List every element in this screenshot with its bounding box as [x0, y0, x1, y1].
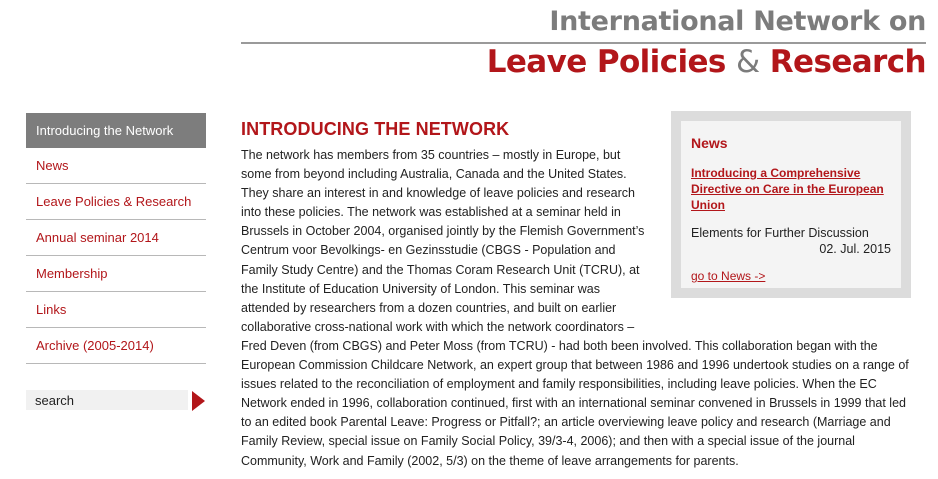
sidebar-item-introducing-the-network[interactable]: Introducing the Network	[26, 113, 206, 148]
news-panel	[681, 121, 901, 288]
sidebar-item-annual-seminar[interactable]: Annual seminar 2014	[26, 220, 206, 256]
search-submit-arrow-icon[interactable]	[192, 391, 205, 411]
sidebar-item-archive[interactable]: Archive (2005-2014)	[26, 328, 206, 364]
sidebar-item-news[interactable]: News	[26, 148, 206, 184]
page-title: INTRODUCING THE NETWORK	[241, 119, 510, 139]
search-input[interactable]	[26, 390, 188, 410]
sidebar-nav	[26, 113, 206, 364]
news-heading: News	[691, 135, 728, 151]
news-item-link[interactable]: Introducing a Comprehensive Directive on Care in the European Union	[691, 166, 884, 212]
search-form	[26, 390, 206, 412]
network-name: International Network on	[549, 6, 926, 37]
site-title-part2: Research	[769, 44, 926, 80]
news-item-subtitle: Elements for Further Discussion	[691, 226, 869, 240]
sidebar-item-links[interactable]: Links	[26, 292, 206, 328]
news-box	[671, 111, 911, 298]
site-title[interactable]	[487, 44, 926, 80]
site-title-part1: Leave Policies	[486, 44, 726, 80]
sidebar-item-leave-policies-research[interactable]: Leave Policies & Research	[26, 184, 206, 220]
news-item-date: 02. Jul. 2015	[819, 242, 891, 256]
intro-text: The network has members from 35 countries – mostly in Europe, but some from beyond including Australia, Canada and the United States. They share an interest in and knowledge of leave policies and research into these policies. The network was established at a seminar held in Brussels in October 2004, organised jointly by the Flemish Government’s Centrum voor Bevolkings- en Gezinsstudie (CBGS - Population and Family Study Centre) and the Thomas Coram Research Unit (TCRU), at the Institute of Education University of London. This seminar was attended by researchers from a dozen countries, and built on earlier collaborative cross-national work with which the network coordinators – Fred Deven (from CBGS) and Peter Moss (from TCRU) - had both been involved. This collaboration began with the European Commission Childcare Network, an expert group that between 1986 and 1996 undertook studies on a range of issues related to the reconciliation of employment and family responsibilities, including leave policies. When the EC Network ended in 1996, collaboration continued, first with an international seminar convened in Brussels in 1999 that led to an edited book Parental Leave: Progress or Pitfall?; an article overviewing leave policy and research (Marriage and Family Review, special issue on Family Social Policy, 39/3-4, 2006); and then with a special issue of the journal Community, Work and Family (2002, 5/3) on the theme of leave arrangements for parents.	[241, 148, 909, 468]
go-to-news-link[interactable]: go to News ->	[691, 269, 766, 283]
site-title-ampersand: &	[735, 44, 760, 80]
sidebar-item-membership[interactable]: Membership	[26, 256, 206, 292]
